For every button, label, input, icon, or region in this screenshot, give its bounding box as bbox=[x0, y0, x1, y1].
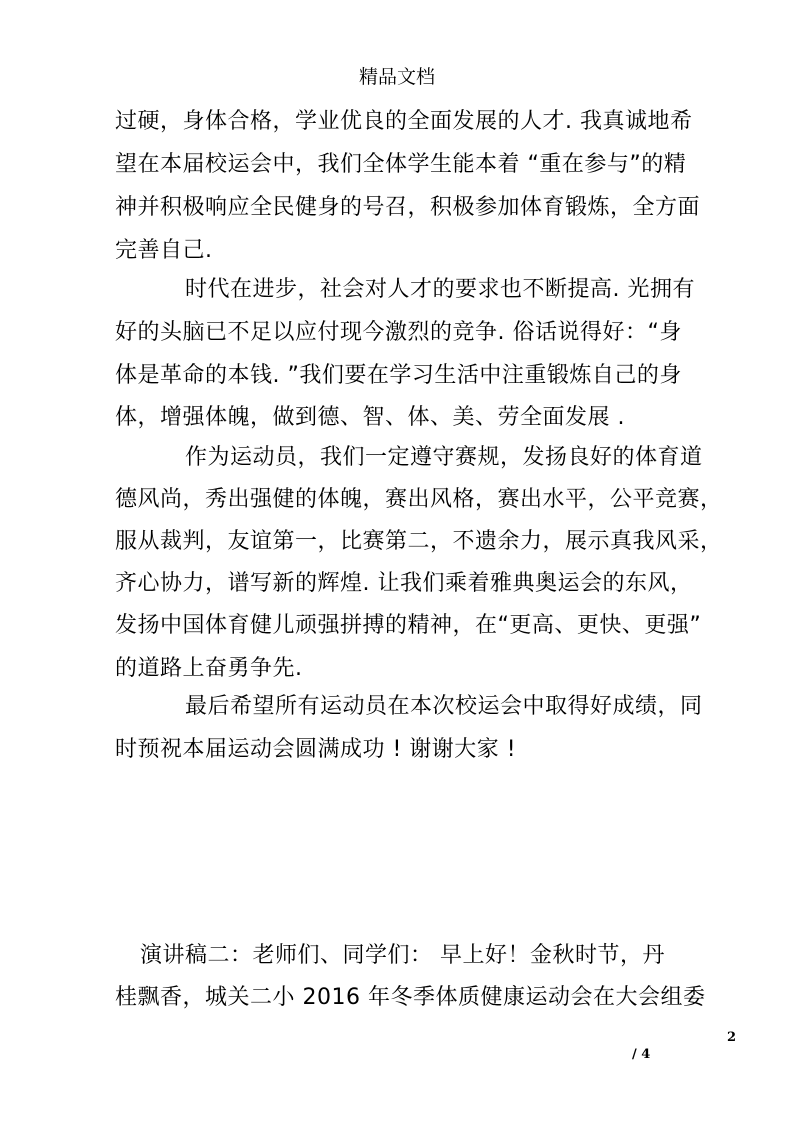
text-line: 发扬中国体育健儿顽强拼搏的精神，在“更高、更快、更强” bbox=[115, 613, 702, 638]
page-number: 2 bbox=[727, 1030, 737, 1045]
text-line: 体，增强体魄，做到德、智、体、美、劳全面发展 . bbox=[115, 405, 625, 430]
text-line: 演讲稿二：老师们、同学们： 早上好！金秋时节，丹 bbox=[140, 943, 665, 968]
page-total: / 4 bbox=[632, 1047, 651, 1062]
text-line: 时预祝本届运动会圆满成功 ! 谢谢大家 ! bbox=[115, 737, 517, 762]
text-line: 齐心协力，谱写新的辉煌. 让我们乘着雅典奥运会的东风， bbox=[115, 571, 693, 596]
text-line: 作为运动员，我们一定遵守赛规，发扬良好的体育道 bbox=[185, 445, 703, 470]
text-line: 桂飘香，城关二小 2016 年冬季体质健康运动会在大会组委 bbox=[115, 985, 706, 1010]
text-line: 好的头脑已不足以应付现今激烈的竞争. 俗话说得好：“身 bbox=[115, 320, 682, 345]
text-line: 过硬，身体合格，学业优良的全面发展的人才. 我真诚地希 bbox=[115, 109, 693, 134]
text-line: 的道路上奋勇争先. bbox=[115, 656, 303, 681]
text-line: 德风尚，秀出强健的体魄，赛出风格，赛出水平，公平竞赛， bbox=[115, 487, 723, 512]
text-line: 时代在进步，社会对人才的要求也不断提高. 光拥有 bbox=[185, 277, 695, 302]
text-line: 望在本届校运会中，我们全体学生能本着 “重在参与”的精 bbox=[115, 152, 687, 177]
page-header: 精品文档 bbox=[358, 66, 435, 88]
text-line: 完善自己. bbox=[115, 238, 213, 263]
text-line: 体是革命的本钱. ”我们要在学习生活中注重锻炼自己的身 bbox=[115, 363, 682, 388]
text-line: 服从裁判，友谊第一，比赛第二，不遗余力，展示真我风采， bbox=[115, 529, 723, 554]
text-line: 最后希望所有运动员在本次校运会中取得好成绩，同 bbox=[185, 694, 703, 719]
text-line: 神并积极响应全民健身的号召，积极参加体育锻炼，全方面 bbox=[115, 195, 701, 220]
